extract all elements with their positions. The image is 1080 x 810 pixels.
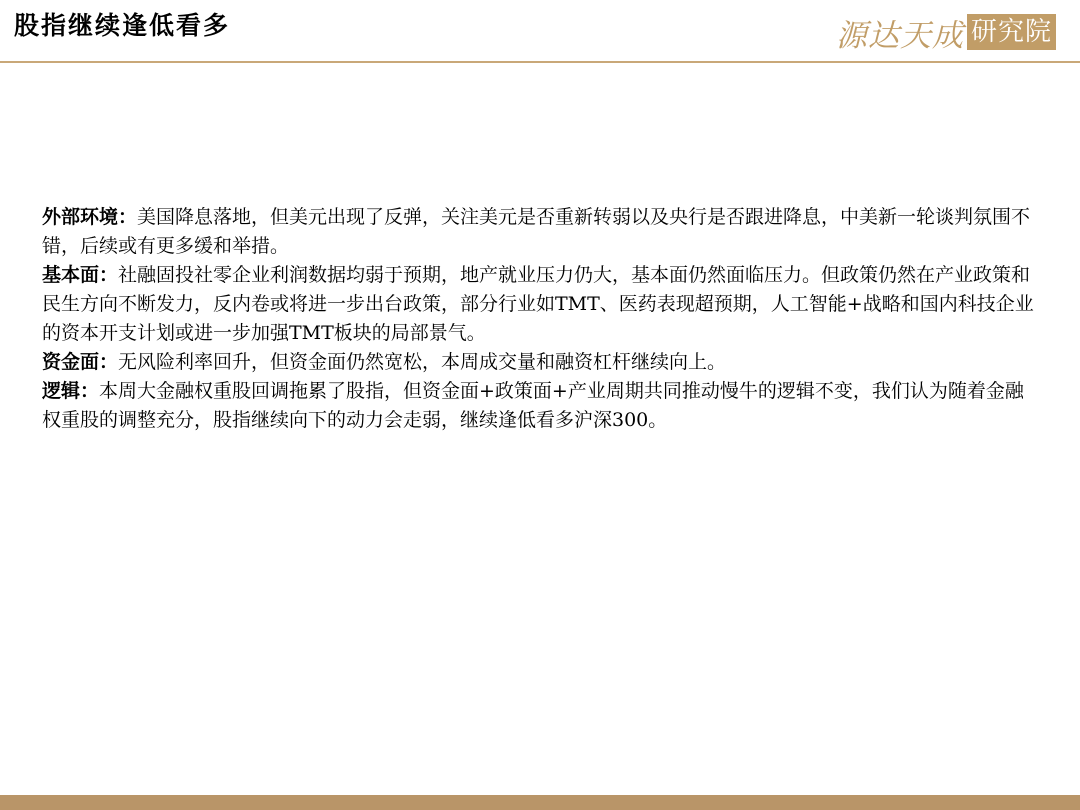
paragraph-label: 逻辑： — [42, 380, 100, 402]
paragraph-label: 外部环境： — [42, 206, 138, 228]
paragraph-fundamentals — [42, 261, 1042, 348]
footer-bar — [0, 795, 1080, 810]
paragraph-text: 美国降息落地，但美元出现了反弹，关注美元是否重新转弱以及央行是否跟进降息，中美新一轮谈判氛围不错，后续或有更多缓和举措。 — [42, 206, 1031, 257]
paragraph-logic — [42, 377, 1042, 435]
paragraph-text: 本周大金融权重股回调拖累了股指，但资金面+政策面+产业周期共同推动慢牛的逻辑不变，我们认为随着金融权重股的调整充分，股指继续向下的动力会走弱，继续逢低看多沪深300。 — [42, 380, 1024, 431]
paragraph-text: 无风险利率回升，但资金面仍然宽松，本周成交量和融资杠杆继续向上。 — [118, 351, 727, 373]
logo-main-text: 源达天成 — [835, 17, 964, 54]
page-title: 股指继续逢低看多 — [14, 11, 231, 40]
brand-logo — [836, 12, 1056, 52]
paragraph-label: 资金面： — [42, 351, 119, 373]
header-divider — [0, 61, 1080, 63]
paragraph-external-environment — [42, 203, 1042, 261]
main-content — [42, 203, 1042, 435]
paragraph-liquidity — [42, 348, 1042, 377]
paragraph-label: 基本面： — [42, 264, 119, 286]
logo-sub-text: 研究院 — [967, 14, 1056, 50]
paragraph-text: 社融固投社零企业利润数据均弱于预期，地产就业压力仍大，基本面仍然面临压力。但政策仍然在产业政策和民生方向不断发力，反内卷或将进一步出台政策，部分行业如TMT、医药表现超预期，人工智能+战略和国内科技企业的资本开支计划或进一步加强TMT板块的局部景气。 — [42, 264, 1034, 344]
